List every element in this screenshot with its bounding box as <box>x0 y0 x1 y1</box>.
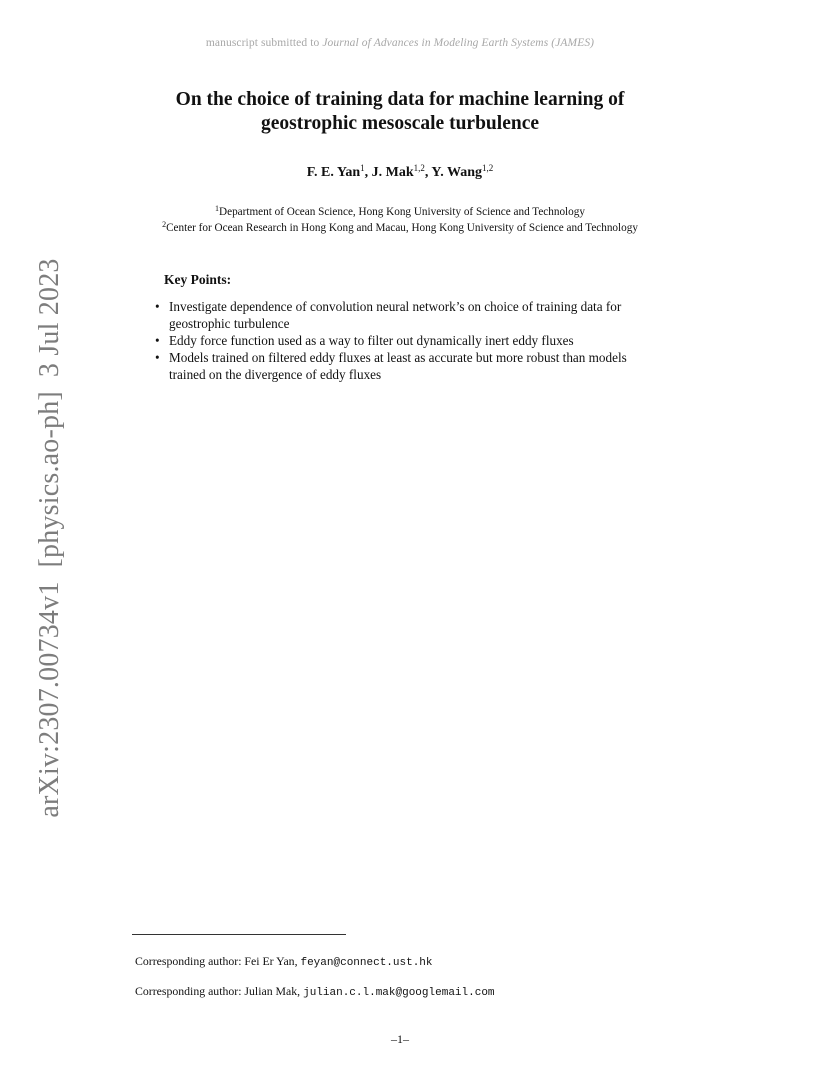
arxiv-id: arXiv:2307.00734v1 <box>34 581 65 818</box>
bullet-glyph: • <box>155 299 160 314</box>
affiliation-line <box>100 219 700 235</box>
author-affiliation-mark: 1,2 <box>482 163 494 173</box>
bullet-glyph: • <box>155 350 160 365</box>
author-email[interactable]: julian.c.l.mak@googlemail.com <box>303 987 495 999</box>
affiliation-text: Department of Ocean Science, Hong Kong University of Science and Technology <box>219 206 585 218</box>
affiliations <box>100 203 700 234</box>
author-affiliation-mark: 1 <box>360 163 365 173</box>
key-points-heading: Key Points: <box>164 272 232 287</box>
footnote-divider <box>132 934 346 935</box>
author-affiliation-mark: 1,2 <box>413 163 425 173</box>
key-point-item <box>150 349 650 383</box>
arxiv-date: 3 Jul 2023 <box>34 258 65 378</box>
key-point-item <box>150 332 650 349</box>
footnote-label: Corresponding author: Julian Mak, <box>135 984 301 998</box>
author-email[interactable]: feyan@connect.ust.hk <box>300 957 433 969</box>
affiliation-text: Center for Ocean Research in Hong Kong and Macau, Hong Kong University of Science and Technology <box>166 221 638 234</box>
key-point-text: Investigate dependence of convolution neural network’s on choice of training data for geostrophic turbulence <box>169 299 622 331</box>
author-name: J. Mak <box>371 165 414 180</box>
footnote-label: Corresponding author: Fei Er Yan, <box>135 954 298 968</box>
paper-title <box>100 88 700 136</box>
corresponding-author-note <box>135 984 495 999</box>
header-prefix: manuscript submitted to <box>205 37 320 49</box>
title-line-2: geostrophic mesoscale turbulence <box>260 113 540 134</box>
arxiv-category: [physics.ao-ph] <box>34 391 65 568</box>
affiliation-mark: 2 <box>162 219 167 229</box>
key-point-text: Eddy force function used as a way to filter out dynamically inert eddy fluxes <box>169 333 574 348</box>
author-name: Y. Wang <box>431 165 482 180</box>
affiliation-mark: 1 <box>215 204 220 213</box>
key-point-item <box>150 298 650 332</box>
arxiv-stamp <box>34 258 66 817</box>
journal-name: Journal of Advances in Modeling Earth Systems (JAMES) <box>322 37 595 49</box>
key-point-text: Models trained on filtered eddy fluxes at least as accurate but more robust than models trained on the divergence of eddy fluxes <box>169 350 627 382</box>
affiliation-line <box>100 203 700 219</box>
journal-header <box>0 37 800 49</box>
key-points-list <box>150 298 650 383</box>
author-list: F. E. Yan$^1$, J. Mak$^{1,2}$, Y. Wang$^{1,2}$ <box>306 163 494 180</box>
title-line-1: On the choice of training data for machine learning of <box>175 89 625 110</box>
bullet-glyph: • <box>155 333 160 348</box>
author-name: F. E. Yan <box>306 165 361 180</box>
corresponding-author-note <box>135 954 433 969</box>
page-number: –1– <box>391 1032 409 1046</box>
